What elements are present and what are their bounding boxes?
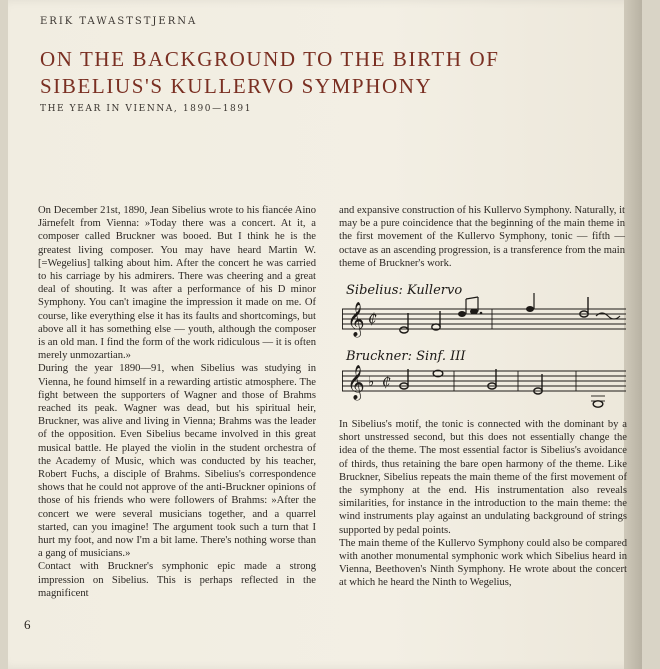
paragraph-5: In Sibelius's motif, the tonic is connected with the dominant by a short unstressed second, but this does not essentially change the idea of the theme. The most essential factor is Sibelius's avoidance of thirds, thus retaining the bare open harmony of the theme. Like Bruckner, Sibelius repeats the main theme of the first movement of the symphony at the end. His instrumentation also reveals similarities, for instance in the introduction to the main theme: the wind instruments play against an undulating background of strings supported by pedal points. [339, 419, 627, 536]
svg-text:𝄞: 𝄞 [347, 365, 365, 400]
music-example-bruckner [342, 349, 628, 415]
svg-text:♭: ♭ [368, 375, 375, 390]
paragraph-4: and expansive construction of his Kullervo Symphony. Naturally, it may be a pure coincidence that the beginning of the main theme in the first movement of the Kullervo Symphony, tonic — fifth — octave as an ascending progression, is a transference from the main theme of Bruckner's work. [339, 205, 625, 269]
svg-text:₵: ₵ [382, 374, 391, 390]
article-title [40, 46, 600, 100]
paragraph-2: During the year 1890—91, when Sibelius was studying in Vienna, he found himself in a rewarding artistic atmosphere. The fight between the supporters of Wagner and those of Brahms reached its peak. Wagner was dead, but his spiritual heir, Bruckner, was alive and living in Vienna; Brahms was the leader of the opposition. Even Sibelius became involved in this great musical battle. He played the violin in the student orchestra of the Academy of Music, which was conducted by his teacher, Robert Fuchs, a disciple of Brahms. Sibelius's correspondence shows that he could not approve of the anti-Bruckner opinions of those of his friends who were followers of Brahms: »After the concert we were several musicians together, and a quarrel started, can you imagine! The argument took such a turn that I hurt my foot, and now I'm a bit lame. There's nothing worse than a gang of musicians.» [38, 363, 316, 560]
right-text-column-bottom [339, 418, 627, 590]
left-text-column [38, 204, 316, 600]
music-example-sibelius [342, 283, 628, 345]
svg-text:𝄞: 𝄞 [347, 302, 365, 337]
author-name: ERIK TAWASTSTJERNA [40, 16, 198, 27]
music-label-bruckner: Bruckner: Sinf. III [346, 349, 466, 364]
svg-text:₵: ₵ [368, 311, 377, 327]
paragraph-3: Contact with Bruckner's symphonic epic made a strong impression on Sibelius. This is perhaps reflected in the magnificent [38, 561, 316, 599]
title-line-1: ON THE BACKGROUND TO THE BIRTH OF [40, 47, 500, 71]
book-page [8, 0, 642, 669]
title-line-2: SIBELIUS'S KULLERVO SYMPHONY [40, 74, 433, 98]
paragraph-6: The main theme of the Kullervo Symphony could also be compared with another monumental symphonic work which Sibelius heard in Vienna, Beethoven's Ninth Symphony. He wrote about the concert at which he heard the Ninth to Wegelius, [339, 537, 627, 589]
right-text-column-top [339, 204, 625, 270]
article-subtitle: THE YEAR IN VIENNA, 1890—1891 [40, 104, 253, 114]
music-label-sibelius: Sibelius: Kullervo [346, 283, 463, 298]
paragraph-1: On December 21st, 1890, Jean Sibelius wrote to his fiancée Aino Järnefelt from Vienna: »Today there was a concert. At it, a composer called Bruckner was booed. But I think he is the greatest living composer. You may have heard Martin W. [=Wegelius] talking about him. After the concert he was carried to his carriage by his admirers. There was cheering and a great deal of shouting. It was after a performance of his D minor Symphony. You can't imagine the impression it made on me. Of course, like everything else it has its faults and shortcomings, but above all it has something else — youth, although the composer is an old man. I find the form of the work ridiculous — it is often merely unmozartian.» [38, 205, 316, 362]
page-number: 6 [24, 617, 31, 632]
